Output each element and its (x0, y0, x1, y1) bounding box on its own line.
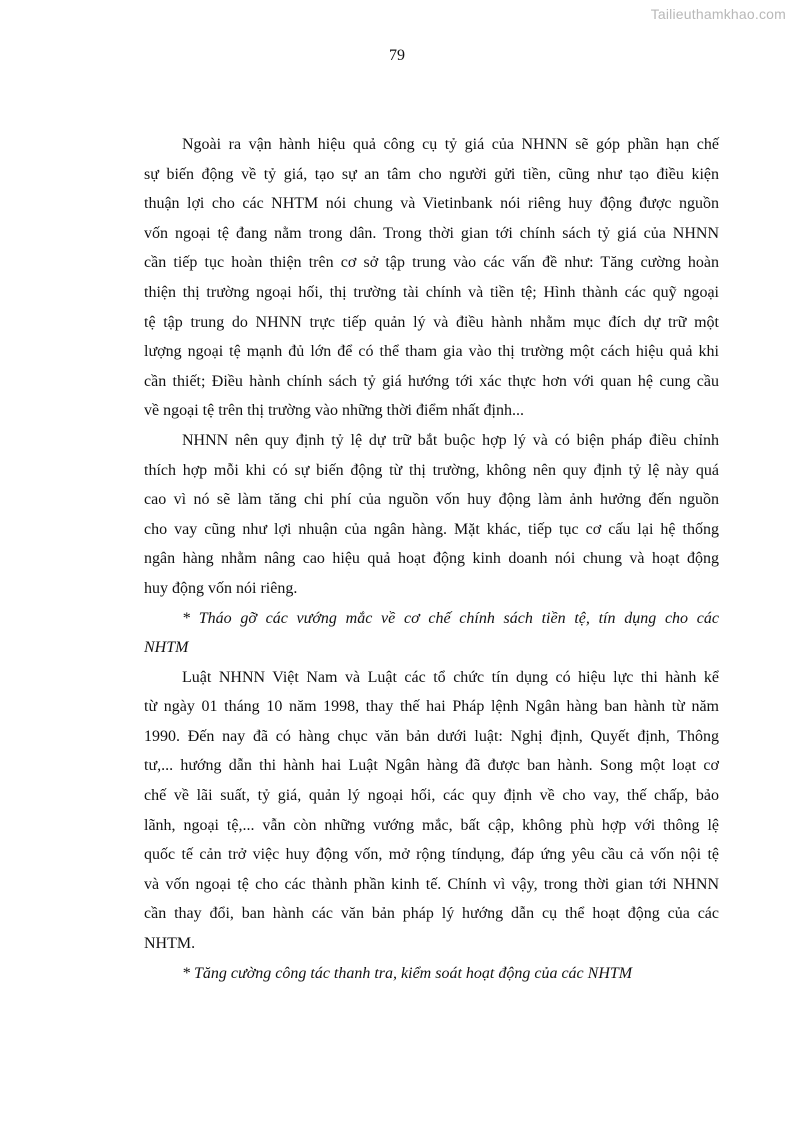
text-line: 1990. Đến nay đã có hàng chục văn bản dưới luật: Nghị định, Quyết định, Thông (144, 727, 719, 745)
text-line: Ngoài ra vận hành hiệu quả công cụ tỷ giá của NHNN sẽ góp phần hạn chế (182, 136, 719, 153)
text-line: và vốn ngoại tệ cho các thành phần kinh tế. Chính vì vậy, trong thời gian tới NHNN (144, 875, 719, 893)
text-line: NHTM. (144, 935, 196, 953)
text-line: sự biến động về tỷ giá, tạo sự an tâm cho người gửi tiền, cũng như tạo điều kiện (144, 165, 719, 183)
text-line: lượng ngoại tệ mạnh đủ lớn để có thể tham gia vào thị trường một cách hiệu quả khi (144, 343, 719, 361)
text-line: Luật NHNN Việt Nam và Luật các tổ chức tín dụng có hiệu lực thi hành kể (182, 668, 719, 686)
text-line: cần tiếp tục hoàn thiện trên cơ sở tập trung vào các vấn đề như: Tăng cường hoàn (144, 254, 719, 272)
text-line: cao vì nó sẽ làm tăng chi phí của nguồn vốn huy động làm ảnh hưởng đến nguồn (144, 491, 719, 509)
paragraph-banking-law (144, 663, 719, 959)
watermark: Tailieuthamkhao.com (650, 6, 786, 22)
text-line: quốc tế cản trở việc huy động vốn, mở rộng tíndụng, đáp ứng yêu cầu cả vốn nội tệ (144, 846, 719, 864)
text-line: NHNN nên quy định tỷ lệ dự trữ bắt buộc hợp lý và có biện pháp điều chỉnh (182, 431, 719, 449)
heading-line: * Tăng cường công tác thanh tra, kiểm soát hoạt động của các NHTM (182, 964, 633, 982)
text-line: vốn ngoại tệ đang nằm trong dân. Trong thời gian tới chính sách tỷ giá của NHNN (144, 224, 719, 242)
text-line: lãnh, ngoại tệ,... vẫn còn những vướng mắc, bất cập, không phù hợp với thông lệ (144, 816, 719, 834)
text-line: về ngoại tệ trên thị trường vào những thời điểm nhất định... (144, 402, 524, 420)
text-line: từ ngày 01 tháng 10 năm 1998, thay thế hai Pháp lệnh Ngân hàng ban hành từ năm (144, 698, 719, 716)
page-number: 79 (389, 47, 405, 64)
paragraph-reserve-ratio (144, 426, 719, 604)
text-line: cần thiết; Điều hành chính sách tỷ giá hướng tới xác thực hơn với quan hệ cung cầu (144, 372, 719, 390)
text-line: tư,... hướng dẫn thi hành hai Luật Ngân hàng đã được ban hành. Song một loạt cơ (144, 757, 719, 775)
text-line: thích hợp mỗi khi có sự biến động từ thị trường, không nên quy định tỷ lệ này quá (144, 461, 719, 479)
text-line: chế về lãi suất, tỷ giá, quản lý ngoại hối, các quy định về cho vay, thế chấp, bảo (144, 787, 719, 805)
section-heading-policy (144, 604, 719, 663)
paragraph-exchange-rate (144, 130, 719, 426)
text-line: huy động vốn nói riêng. (144, 579, 298, 597)
heading-line: * Tháo gỡ các vướng mắc về cơ chế chính sách tiền tệ, tín dụng cho các (182, 609, 719, 627)
section-heading-inspection (144, 959, 719, 989)
text-line: cần thay đổi, ban hành các văn bản pháp lý hướng dẫn cụ thể hoạt động của các (144, 905, 719, 923)
heading-line: NHTM (144, 639, 189, 657)
text-line: thiện thị trường ngoại hối, thị trường tài chính và tiền tệ; Hình thành các quỹ ngoại (144, 283, 719, 301)
text-line: thuận lợi cho các NHTM nói chung và Vietinbank nói riêng huy động được nguồn (144, 195, 719, 213)
document-body (144, 130, 719, 988)
text-line: cho vay cũng như lợi nhuận của ngân hàng. Mặt khác, tiếp tục cơ cấu lại hệ thống (144, 520, 719, 538)
text-line: tệ tập trung do NHNN trực tiếp quản lý và điều hành nhằm mục đích dự trữ một (144, 313, 719, 331)
text-line: ngân hàng nhằm nâng cao hiệu quả hoạt động kinh doanh nói chung và hoạt động (144, 550, 719, 568)
